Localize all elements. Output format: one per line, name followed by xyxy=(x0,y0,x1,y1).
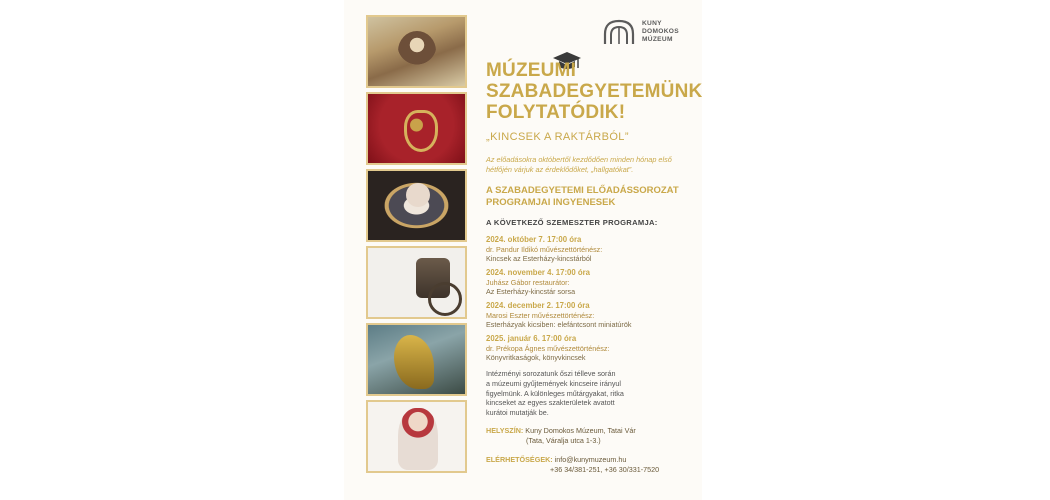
artwork-column xyxy=(366,15,472,477)
event-item xyxy=(486,268,696,296)
event-date: 2024. december 2. 17:00 óra xyxy=(486,301,590,310)
arch-icon xyxy=(602,18,636,46)
poster-title: MÚZEUMI SZABADEGYETEMÜNK FOLYTATÓDIK! xyxy=(486,60,703,123)
event-topic: Esterházyak kicsiben: elefántcsont miniatúrök xyxy=(486,320,632,329)
venue-label: HELYSZÍN: xyxy=(486,426,524,435)
event-poster xyxy=(344,0,702,500)
contact-email[interactable]: info@kunymuzeum.hu xyxy=(554,455,627,464)
event-speaker: dr. Prékopa Ágnes művészettörténész: xyxy=(486,344,610,353)
event-topic: Könyvritkaságok, könyvkincsek xyxy=(486,353,586,362)
event-speaker: dr. Pandur Ildikó művészettörténész: xyxy=(486,245,603,254)
event-item xyxy=(486,334,696,362)
artwork-image-carriage-figurine xyxy=(366,246,467,319)
event-topic: Kincsek az Esterházy-kincstárból xyxy=(486,254,592,263)
event-item xyxy=(486,235,696,263)
venue-info xyxy=(486,426,636,446)
contact-label: ELÉRHETŐSÉGEK: xyxy=(486,455,553,464)
event-topic: Az Esterházy-kincstár sorsa xyxy=(486,287,576,296)
contact-info xyxy=(486,455,659,475)
event-date: 2024. november 4. 17:00 óra xyxy=(486,268,591,277)
event-speaker: Marosi Eszter művészettörténész: xyxy=(486,311,595,320)
artwork-image-portrait-miniature xyxy=(366,169,467,242)
series-subtitle: „KINCSEK A RAKTÁRBÓL” xyxy=(486,131,629,143)
artwork-image-porcelain-figure xyxy=(366,400,467,473)
event-speaker: Juhász Gábor restaurátor: xyxy=(486,278,570,287)
series-description: Intézményi sorozatunk őszi télleve során a múzeumi gyűjtemények kincseire irányul figyelmünk. A különleges műtárgyakat, ritka kincseket az egyes szakterületek avatott kurátoi mutatják be. xyxy=(486,369,624,418)
event-date: 2025. január 6. 17:00 óra xyxy=(486,334,577,343)
program-heading: A KÖVETKEZŐ SZEMESZTER PROGRAMJA: xyxy=(486,218,658,227)
venue-street: (Tata, Váralja utca 1-3.) xyxy=(526,435,601,445)
artwork-image-drinking-horn xyxy=(366,323,467,396)
artwork-image-coat-of-arms xyxy=(366,92,467,165)
event-date: 2024. október 7. 17:00 óra xyxy=(486,235,582,244)
contact-phone[interactable]: +36 34/381-251, +36 30/331-7520 xyxy=(550,464,660,474)
artwork-image-painting xyxy=(366,15,467,88)
event-list xyxy=(486,235,696,367)
free-notice: A SZABADEGYETEMI ELŐADÁSSOROZAT PROGRAMJAI INGYENESEK xyxy=(486,185,679,208)
museum-logo xyxy=(602,18,679,46)
museum-name: KUNY DOMOKOS MÚZEUM xyxy=(642,20,679,43)
event-item xyxy=(486,301,696,329)
intro-text: Az előadásokra októbertől kezdődően minden hónap első hétfőjén várjuk az érdeklődőket, „hallgatókat”. xyxy=(486,155,672,174)
venue-address: Kuny Domokos Múzeum, Tatai Vár xyxy=(525,426,636,435)
